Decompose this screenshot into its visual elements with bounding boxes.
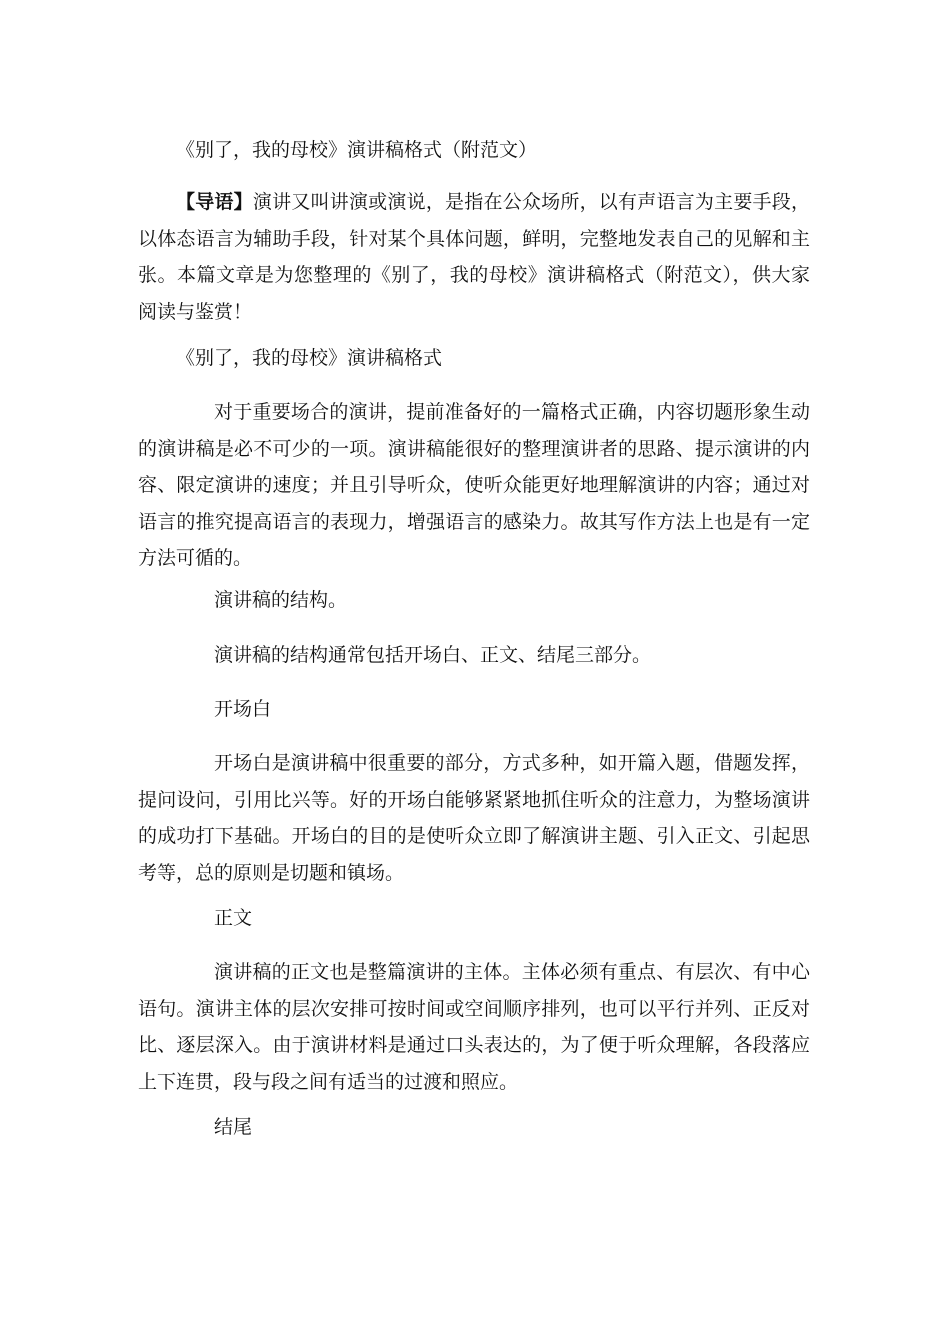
intro-label: 【导语】 [176, 191, 253, 213]
structure-heading: 演讲稿的结构。 [214, 589, 348, 611]
opening-paragraph: 开场白是演讲稿中很重要的部分，方式多种，如开篇入题，借题发挥，提问设问，引用比兴等。好的开场白能够紧紧地抓住听众的注意力，为整场演讲的成功打下基础。开场白的目的是使听众立即了解演讲主题、引入正文、引起思考等，总的原则是切题和镇场。 [138, 752, 810, 884]
document-title: 《别了，我的母校》演讲稿格式（附范文） [176, 139, 538, 161]
intro-text: 演讲又叫讲演或演说，是指在公众场所，以有声语言为主要手段，以体态语言为辅助手段，针对某个具体问题，鲜明，完整地发表自己的见解和主张。本篇文章是为您整理的《别了，我的母校》演讲稿格式（附范文），供大家阅读与鉴赏！ [138, 191, 810, 323]
body-paragraph: 演讲稿的正文也是整篇演讲的主体。主体必须有重点、有层次、有中心语句。演讲主体的层次安排可按时间或空间顺序排列，也可以平行并列、正反对比、逐层深入。由于演讲材料是通过口头表达的，为了便于听众理解，各段落应上下连贯，段与段之间有适当的过渡和照应。 [138, 961, 810, 1093]
structure-text: 演讲稿的结构通常包括开场白、正文、结尾三部分。 [214, 644, 652, 666]
section-title: 《别了，我的母校》演讲稿格式 [176, 347, 443, 369]
opening-heading: 开场白 [214, 698, 272, 720]
ending-heading: 结尾 [214, 1116, 253, 1138]
intro-paragraph [138, 184, 810, 330]
body-heading: 正文 [214, 907, 253, 929]
overview-paragraph: 对于重要场合的演讲，提前准备好的一篇格式正确，内容切题形象生动的演讲稿是必不可少的一项。演讲稿能很好的整理演讲者的思路、提示演讲的内容、限定演讲的速度；并且引导听众，使听众能更好地理解演讲的内容；通过对语言的推究提高语言的表现力，增强语言的感染力。故其写作方法上也是有一定方法可循的。 [138, 401, 810, 569]
